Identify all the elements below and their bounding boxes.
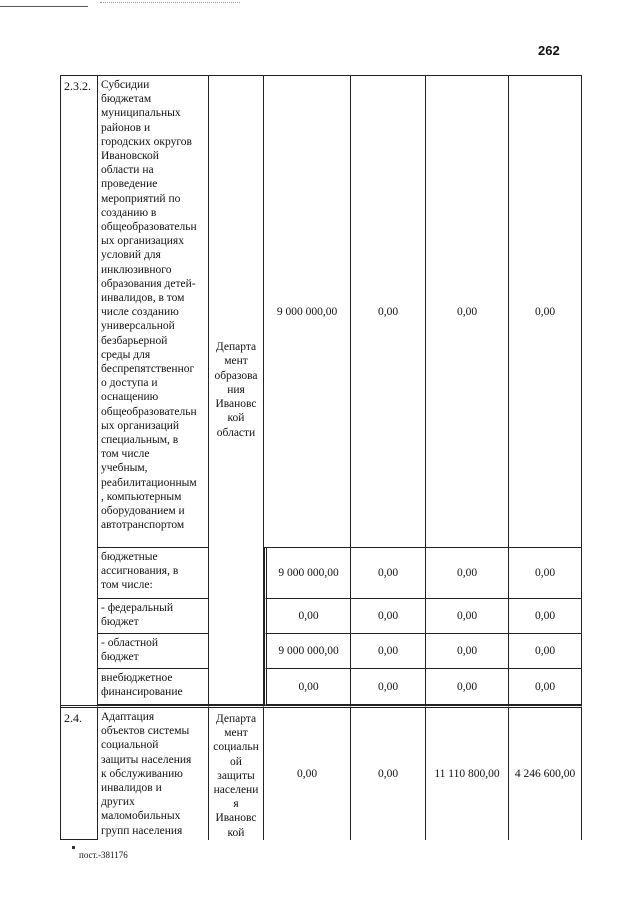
text-line: мероприятий по (101, 192, 181, 205)
text-line: , компьютерным (101, 490, 182, 503)
text-line: реабилитационным (101, 476, 197, 489)
text-line: Ивановс (215, 398, 257, 411)
text-line: кой (227, 826, 245, 839)
text-line: я (233, 798, 239, 811)
text-line: беспрепятственног (101, 363, 195, 376)
value-year-2: 0,00 (377, 305, 399, 318)
executor-cell (208, 75, 264, 705)
value-year-1: 9 000 000,00 (278, 567, 339, 579)
measure-name-lines (101, 78, 205, 533)
text-line: мент (224, 355, 248, 368)
value-year-2: 0,00 (377, 567, 399, 579)
value-cell (425, 669, 508, 705)
text-line: универсальной (101, 320, 175, 333)
text-line: области (216, 426, 256, 439)
value-year-3: 11 110 800,00 (434, 768, 500, 780)
text-line: общеобразовательн (101, 221, 197, 234)
text-line: социальн (213, 741, 259, 754)
page-number: 262 (538, 43, 560, 58)
measure-name-cell (97, 669, 208, 705)
value-year-1: 9 000 000,00 (278, 645, 339, 657)
value-cell (350, 548, 425, 599)
value-year-4: 0,00 (534, 645, 556, 657)
text-line: защиты населения (101, 753, 192, 766)
text-line: созданию в (101, 206, 157, 219)
value-year-4: 4 246 600,00 (514, 768, 576, 780)
text-line: Департа (215, 713, 257, 725)
value-year-1: 0,00 (296, 768, 318, 780)
value-year-1: 0,00 (298, 680, 319, 693)
text-line: общеобразовательн (101, 405, 197, 418)
value-cell (264, 634, 350, 669)
text-line: условий для (101, 249, 161, 262)
scan-mark (72, 846, 75, 849)
text-line: кой (227, 412, 245, 425)
text-line: том числе (101, 448, 150, 461)
value-year-2: 0,00 (377, 768, 399, 780)
text-line: ой (230, 755, 242, 768)
text-line: автотранспортом (101, 519, 185, 532)
value-cell (508, 669, 582, 705)
text-line: оборудованием и (101, 505, 185, 518)
text-line: о доступа и (101, 377, 158, 390)
executor-lines (213, 340, 258, 439)
value-year-3: 0,00 (456, 645, 478, 657)
value-year-3: 0,00 (456, 680, 478, 693)
text-line: бюджетные (101, 551, 158, 563)
value-cell (264, 599, 350, 634)
text-line: - федеральный (101, 602, 174, 614)
text-line: защиты (217, 769, 255, 782)
value-year-2: 0,00 (377, 680, 399, 693)
text-line: Ивановс (215, 812, 257, 825)
value-year-1: 9 000 000,00 (276, 305, 338, 318)
measure-name-lines (101, 710, 205, 838)
regional-budget-lines (101, 636, 205, 664)
row-number-cell (60, 705, 97, 840)
value-cell (350, 634, 425, 669)
text-line: муниципальных (101, 107, 181, 120)
text-line: мент (224, 727, 248, 740)
value-cell (350, 705, 425, 840)
text-line: том числе: (101, 579, 153, 592)
value-cell (508, 705, 582, 840)
text-line: безбарьерной (101, 334, 168, 347)
text-line: Департа (215, 341, 257, 354)
value-cell (350, 599, 425, 634)
measure-name-cell (97, 75, 208, 548)
extra-budget-lines (101, 671, 205, 699)
value-cell (508, 634, 582, 669)
text-line: объектов системы (101, 725, 190, 738)
text-line: к обслуживанию (101, 767, 183, 780)
text-line: образования детей- (101, 277, 196, 290)
text-line: районов и (101, 121, 151, 134)
value-cell (425, 705, 508, 840)
text-line: среды для (101, 348, 151, 361)
text-line: инвалидов и (101, 782, 162, 795)
text-line: специальным, в (101, 434, 179, 447)
value-cell (264, 75, 350, 548)
value-cell (264, 669, 350, 705)
text-line: населени (213, 784, 259, 797)
value-cell (425, 75, 508, 548)
value-cell (264, 548, 350, 599)
text-line: бюджет (101, 616, 139, 629)
value-year-1: 0,00 (298, 610, 319, 622)
text-line: - областной (101, 637, 159, 649)
value-cell (508, 548, 582, 599)
text-line: маломобильных (101, 810, 181, 823)
value-cell (508, 75, 582, 548)
row-number: 2.3.2. (64, 79, 91, 93)
value-cell (425, 599, 508, 634)
text-line: бюджетам (101, 93, 152, 106)
text-line: городских округов (101, 135, 192, 148)
text-line: учебным, (101, 462, 148, 475)
value-year-3: 0,00 (456, 610, 478, 622)
value-year-2: 0,00 (377, 645, 399, 657)
text-line: инвалидов, в том (101, 292, 185, 305)
top-rule (0, 6, 88, 7)
text-line: бюджет (101, 651, 139, 664)
value-year-3: 0,00 (456, 567, 478, 579)
text-line: Субсидии (101, 79, 150, 91)
text-line: социальной (101, 739, 159, 752)
measure-name-cell (97, 548, 208, 599)
text-line: ых организациях (101, 235, 184, 248)
text-line: Ивановской (101, 150, 159, 163)
text-line: образова (214, 369, 258, 382)
text-line: ассигнования, в (101, 565, 179, 578)
row-number: 2.4. (64, 711, 82, 725)
text-line: групп населения (101, 824, 183, 837)
federal-budget-lines (101, 601, 205, 629)
text-line: инклюзивного (101, 263, 172, 276)
measure-name-cell (97, 599, 208, 634)
value-cell (425, 548, 508, 599)
value-year-4: 0,00 (534, 567, 556, 579)
measure-name-cell (97, 705, 208, 840)
text-line: внебюджетное (101, 672, 173, 684)
text-line: других (101, 796, 135, 809)
text-line: Адаптация (101, 711, 155, 723)
top-scan-marks (100, 2, 240, 9)
value-cell (508, 599, 582, 634)
text-line: числе созданию (101, 306, 179, 319)
value-year-4: 0,00 (534, 680, 556, 693)
text-line: проведение (101, 178, 158, 191)
text-line: ых организаций (101, 419, 180, 432)
value-cell (264, 705, 350, 840)
text-line: области на (101, 164, 154, 177)
measure-name-cell (97, 634, 208, 669)
executor-lines (209, 712, 263, 840)
value-cell (350, 669, 425, 705)
footer-code: пост.-381176 (79, 850, 128, 860)
value-year-4: 0,00 (534, 305, 556, 318)
value-cell (350, 75, 425, 548)
value-cell (425, 634, 508, 669)
executor-cell (208, 705, 264, 840)
budget-table (60, 75, 582, 840)
value-year-3: 0,00 (456, 305, 478, 318)
text-line: оснащению (101, 391, 159, 404)
text-line: финансирование (101, 686, 183, 699)
text-line: ния (227, 383, 245, 396)
value-year-4: 0,00 (534, 610, 556, 622)
budget-allocations-lines (101, 550, 205, 593)
value-year-2: 0,00 (377, 610, 399, 622)
